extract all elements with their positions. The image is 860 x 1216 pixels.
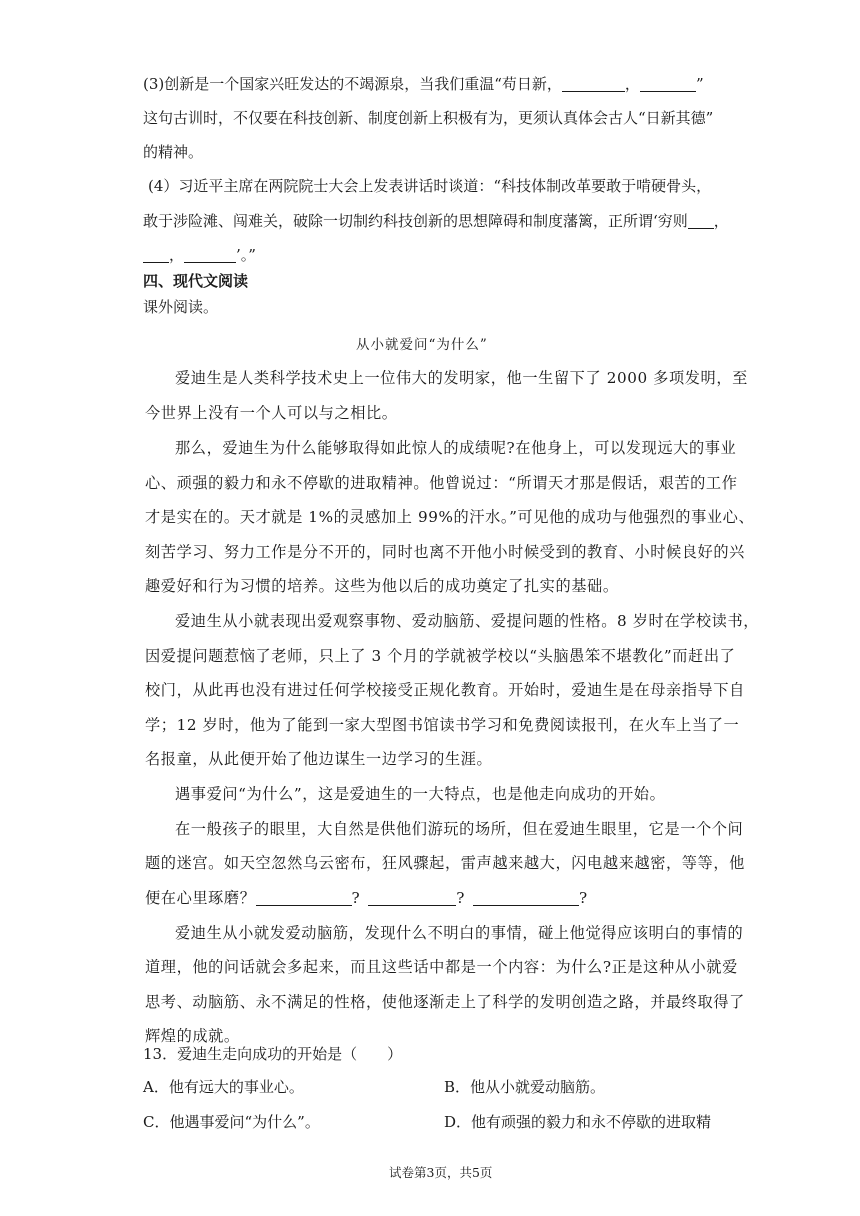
p6-line-4: 辉煌的成就。: [145, 1027, 240, 1045]
option-a[interactable]: A．他有远大的事业心。: [143, 1078, 304, 1096]
p3-line-2: 因爱提问题惹恼了老师，只上了 3 个月的学就被学校以“头脑愚笨不堪教化”而赶出了: [145, 647, 736, 665]
p3-line-5: 名报童，从此便开始了他边谋生一边学习的生涯。: [145, 750, 493, 768]
option-b[interactable]: B．他从小就爱动脑筋。: [444, 1078, 606, 1096]
p5-qmark-3: ?: [579, 889, 588, 907]
q3-text-a: (3)创新是一个国家兴旺发达的不竭源泉，当我们重温“苟日新，: [143, 75, 562, 93]
option-d[interactable]: D．他有顽强的毅力和永不停歇的进取精: [444, 1113, 712, 1131]
section-sub: 课外阅读。: [143, 298, 219, 316]
p6-line-1: 爱迪生从小就发爱动脑筋，发现什么不明白的事情，碰上他觉得应该明白的事情的: [175, 924, 744, 942]
q4-end-3: ’。”: [236, 246, 256, 264]
p6-line-2: 道理，他的问话就会多起来，而且这些话中都是一个内容：为什么?正是这种从小就爱: [145, 958, 738, 976]
q3-line-3: 的精神。: [143, 143, 204, 161]
q3-end: ”: [695, 75, 704, 93]
page-footer: 试卷第3页，共5页: [389, 1165, 493, 1180]
p5-line-2: 题的迷宫。如天空忽然乌云密布，狂风骤起，雷声越来越大，闪电越来越密，等等，他: [145, 854, 745, 872]
q3-sep: ，: [624, 75, 640, 93]
p5-line-3: [145, 887, 588, 908]
q4-blank-1[interactable]: [688, 212, 714, 229]
p2-line-2: 心、顽强的毅力和永不停歇的进取精神。他曾说过：“所谓天才那是假话，艰苦的工作: [145, 474, 738, 492]
p6-line-3: 思考、动脑筋、永不满足的性格，使他逐渐走上了科学的发明创造之路，并最终取得了: [145, 993, 745, 1011]
q4-sep: ，: [169, 246, 185, 264]
p5-blank-3[interactable]: [473, 889, 579, 906]
question-13-stem: 13．爱迪生走向成功的开始是（ ）: [143, 1045, 403, 1063]
q4-line-3: [143, 244, 256, 265]
p2-line-1: 那么，爱迪生为什么能够取得如此惊人的成绩呢?在他身上，可以发现远大的事业: [175, 439, 737, 457]
p2-line-5: 趣爱好和行为习惯的培养。这些为他以后的成功奠定了扎实的基础。: [145, 577, 619, 595]
p5-blank-1[interactable]: [256, 889, 352, 906]
p5-line-1: 在一般孩子的眼里，大自然是供他们游玩的场所，但在爱迪生眼里，它是一个个问: [175, 820, 744, 838]
q4-text-a: 敢于涉险滩、闯难关，破除一切制约科技创新的思想障碍和制度藩篱，正所谓‘穷则: [143, 212, 688, 230]
p3-line-3: 校门，从此再也没有进过任何学校接受正规化教育。开始时，爱迪生是在母亲指导下自: [145, 681, 745, 699]
article-title: 从小就爱问“为什么”: [356, 337, 488, 353]
q4-blank-3[interactable]: [184, 246, 236, 263]
q3-blank-1[interactable]: [562, 75, 625, 92]
q3-line-2: 这句古训时，不仅要在科技创新、制度创新上积极有为，更须认真体会古人“日新其德”: [143, 109, 714, 127]
q3-blank-2[interactable]: [640, 75, 696, 92]
p2-line-4: 刻苦学习、努力工作是分不开的，同时也离不开他小时候受到的教育、小时候良好的兴: [145, 543, 745, 561]
q4-end-2: ，: [713, 212, 729, 230]
p5-qmark-1: ?: [351, 889, 361, 907]
p1-line-1: 爱迪生是人类科学技术史上一位伟大的发明家，他一生留下了 2000 多项发明，至: [175, 369, 748, 387]
p1-line-2: 今世界上没有一个人可以与之相比。: [145, 404, 398, 422]
p4-line-1: 遇事爱问“为什么”，这是爱迪生的一大特点，也是他走向成功的开始。: [175, 785, 666, 803]
p2-line-3: 才是实在的。天才就是 1%的灵感加上 99%的汗水。”可见他的成功与他强烈的事业心、: [145, 508, 755, 526]
p5-qmark-2: ?: [456, 889, 466, 907]
p3-line-1: 爱迪生从小就表现出爱观察事物、爱动脑筋、爱提问题的性格。8 岁时在学校读书，: [175, 612, 760, 630]
q4-blank-2[interactable]: [143, 246, 169, 263]
section-heading: 四、现代文阅读: [143, 272, 249, 290]
p5-text-a: 便在心里琢磨？: [145, 889, 256, 907]
q4-line-2: [143, 210, 729, 231]
p3-line-4: 学；12 岁时，他为了能到一家大型图书馆读书学习和免费阅读报刊，在火车上当了一: [145, 716, 740, 734]
p5-blank-2[interactable]: [368, 889, 456, 906]
q3-line-1: [143, 73, 704, 94]
q4-line-1: (4）习近平主席在两院院士大会上发表讲话时谈道：“科技体制改革要敢于啃硬骨头，: [148, 177, 712, 195]
option-c[interactable]: C．他遇事爱问“为什么”。: [143, 1113, 320, 1131]
